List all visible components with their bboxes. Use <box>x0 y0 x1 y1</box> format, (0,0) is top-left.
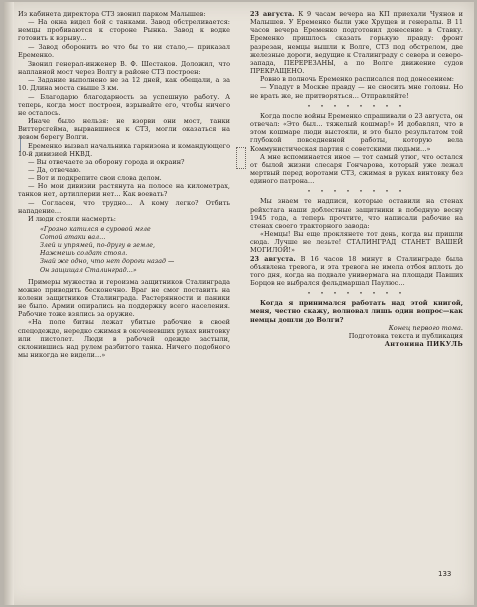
author-signature: Антонина ПИКУЛЬ <box>384 340 463 349</box>
paragraph: — Задание выполнено не за 12 дней, как обещали, а за 10. Длина моста свыше 3 км. <box>18 76 230 93</box>
paragraph: «Немцы! Вы еще проклянете тот день, когда вы пришли сюда. Лучше не лезьте! СТАЛИНГРАД СТАНЕТ ВАШЕЙ МОГИЛОЙ!» <box>250 230 463 255</box>
page-number: 133 <box>438 570 452 578</box>
paragraph: «На поле битвы лежат убитые рабочие в своей спецодежде, нередко сжимая в окоченевших руках винтовку или пистолет. Люди в рабочей одежде застыли, склонившись над рулем разбитого танка. Ничего подобного мы никогда не видели…» <box>18 318 230 360</box>
date-lead: 23 августа. <box>250 10 295 18</box>
paragraph: — Завод оборонить во что бы то ни стало,— приказал Еременко. <box>18 42 230 59</box>
paragraph: Когда после войны Еременко спрашивали о 23 августа, он отвечал: «Это был… тяжелый кошмар!» И добавлял, что в этом кошмаре люди выстояли, и это было результатом той глубокой повседневной работы, которую вела Коммунистическая партия с советскими людьми…» <box>250 111 463 153</box>
paragraph: — На окна видел бой с танками. Завод обстреливается: немцы пробиваются к стороне Рынка. Завод к водке готовить к взрыву… <box>18 18 230 43</box>
section-separator: • • • • • • • • <box>307 103 406 110</box>
poem-line: Нажмешь солдат стоял. <box>40 250 128 258</box>
paragraph: Еременко вызвал начальника гарнизона и командующего 10-й дивизией НКВД. <box>18 141 230 158</box>
paragraph: — Но мои дивизии растянута на полосе на километрах, танков нет, артиллерии нет… Как воевать? <box>18 182 230 199</box>
paragraph: 23 августа. В 16 часов 18 минут в Сталинграде была объявлена тревога, и эта тревога не имела отбоя вплоть до того дня, когда на подвале универмага на площади Павших Борцов не выбрался фельдмаршал Паулюс… <box>250 254 463 287</box>
paragraph: И люди стояли насмерть: <box>28 214 116 223</box>
paragraph: Ровно в полночь Еременко расписался под донесением: <box>260 75 454 84</box>
poem-line: Знай же одно, что нет дороги назад — <box>40 258 175 266</box>
right-paragraphs-2 <box>250 112 463 185</box>
poem-quote <box>40 226 230 275</box>
end-of-volume: Конец первого тома. <box>388 323 463 332</box>
publication-credit: Подготовка текста и публикация <box>348 331 463 340</box>
poem-line: «Грозно катился в суровой мгле <box>40 226 151 234</box>
right-paragraphs-3 <box>250 197 463 287</box>
paragraph: 23 августа. К 9 часам вечера на КП приехали Чуянов и Малышев. У Еременко были уже Хрущев и генералы. В 11 часов вечера Еременко подготовил донесение в Ставку. Еременко пришлось сказать горькую правду: фронт разрезан, немцы вышли к Волге, СТЗ под обстрелом, две железные дороги, ведущие к Сталинграду с севера и северо-запада, ПЕРЕРЕЗАНЫ, а по Волге движение судов ПРЕКРАЩЕНО. <box>250 10 464 76</box>
left-paragraphs-continued <box>18 278 230 360</box>
paragraph: — Вот и подкрепите свои слова делом. <box>28 174 162 183</box>
paragraph: — Упадут в Москве правду — не сносить мне головы. Но не врать же, не притворяться… Отправляйте! <box>250 83 463 100</box>
paragraph: Примеры мужества и героизма защитников Сталинграда можно приводить бесконечно. Враг не смог поставить на колени защитников Сталинграда. Растерянности и паники не было. Армии опирались на поддержку всего населения. Рабочие тоже взялись за оружие. <box>18 277 230 319</box>
section-separator: • • • • • • • • <box>307 291 406 298</box>
paragraph: Звонил генерал-инженер В. Ф. Шестаков. Доложил, что наплавной мост через Волгу в районе СТЗ построен: <box>18 59 230 77</box>
closing-paragraph: Когда я принимался работать над этой книгой, меня, честно скажу, волновал лишь один вопрос—как немцы дошли до Волги? <box>250 299 463 324</box>
left-paragraphs <box>18 10 230 223</box>
date-lead: 23 августа. <box>250 254 296 263</box>
paragraph: Иначе было нельзя: не взорви они мост, танки Виттерсгейма, вырвавшиеся к СТЗ, могли оказаться на левом берегу Волги. <box>18 117 230 142</box>
paragraph: — Да, отвечаю. <box>28 165 81 174</box>
paragraph: Из кабинета директора СТЗ звонил парком Малышев: <box>18 10 206 18</box>
poem-line: Он защищал Сталинград…» <box>40 266 137 274</box>
right-column <box>250 10 463 348</box>
page-gutter <box>4 2 14 605</box>
poem-line: Сотой атаки вал… <box>40 234 106 242</box>
right-paragraphs <box>250 10 463 100</box>
paragraph: — Вы отвечаете за оборону города и окраин? <box>28 157 185 166</box>
paragraph: — Благодарю благодарность за успешную работу. А теперь, когда мост построен, взрывайте его, чтобы ничего не осталось. <box>18 92 230 117</box>
paragraph: А мне вспоминается иное — тот самый утюг, что остался от былой жизни слесаря Гончарова, который уже лежал мертвый перед воротами СТЗ, сжимая в руках винтовку без единого патрона… <box>250 152 463 186</box>
paragraph: — Согласен, что трудно… А кому легко? Отбить нападение… <box>18 198 230 215</box>
section-separator: • • • • • • • • <box>307 189 406 196</box>
paragraph: Мы знаем те надписи, которые оставили на стенах рейхстага наши доблестные защитники в победную весну 1945 года, а теперь прочтите, что написали рабочие на стенах своего тракторного завода: <box>250 197 463 230</box>
margin-box-mark <box>236 147 246 169</box>
poem-line: Злей и упрямей, по-другу в земле, <box>40 242 155 250</box>
left-column <box>18 10 230 359</box>
book-page <box>4 2 474 605</box>
